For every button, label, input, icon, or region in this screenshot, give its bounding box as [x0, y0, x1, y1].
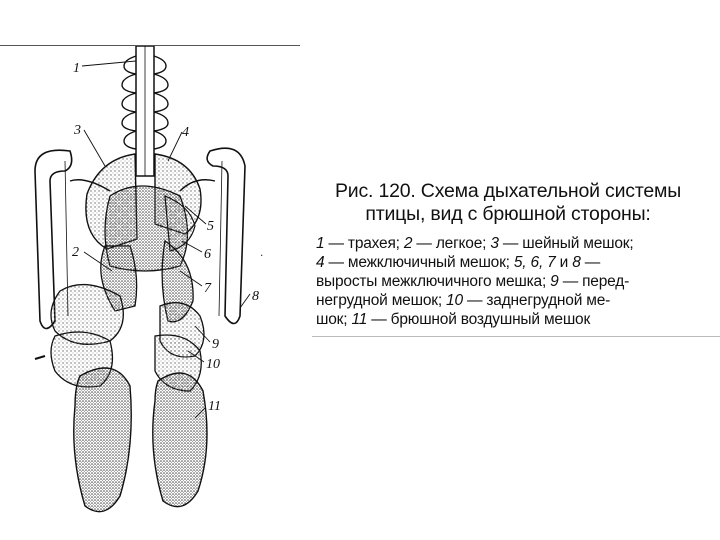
label-1: 1 [73, 61, 80, 76]
label-2: 2 [72, 245, 79, 260]
label-7: 7 [204, 281, 211, 296]
label-4: 4 [182, 125, 189, 140]
caption-rule [312, 336, 720, 337]
label-11: 11 [208, 399, 221, 414]
abdominal-air-sac [74, 368, 207, 512]
caption-line-2: 4 — межключичный мешок; 5, 6, 7 и 8 — [316, 254, 601, 271]
caption-line-5: шок; 11 — брюшной воздушный мешок [316, 311, 591, 328]
caption-line-1: 1 — трахея; 2 — легкое; 3 — шейный мешок; [316, 235, 634, 252]
label-10: 10 [206, 357, 220, 372]
bird-respiratory-diagram [10, 46, 300, 540]
label-8: 8 [252, 289, 259, 304]
caption-body [316, 234, 700, 329]
respiratory-system-figure [10, 46, 300, 540]
caption-line-3: выросты межключичного мешка; 9 — перед- [316, 273, 630, 290]
caption-title-line-2: птицы, вид с брюшной стороны: [365, 203, 651, 225]
caption-title-line-1: Рис. 120. Схема дыхательной системы [334, 180, 682, 202]
label-6: 6 [204, 247, 211, 262]
label-5: 5 [207, 219, 214, 234]
caption-line-4: негрудной мешок; 10 — заднегрудной ме- [316, 292, 611, 309]
stray-mark: . [260, 245, 264, 259]
label-9: 9 [212, 337, 219, 352]
caption-title [316, 180, 700, 226]
figure-caption [316, 180, 700, 329]
label-3: 3 [74, 123, 81, 138]
